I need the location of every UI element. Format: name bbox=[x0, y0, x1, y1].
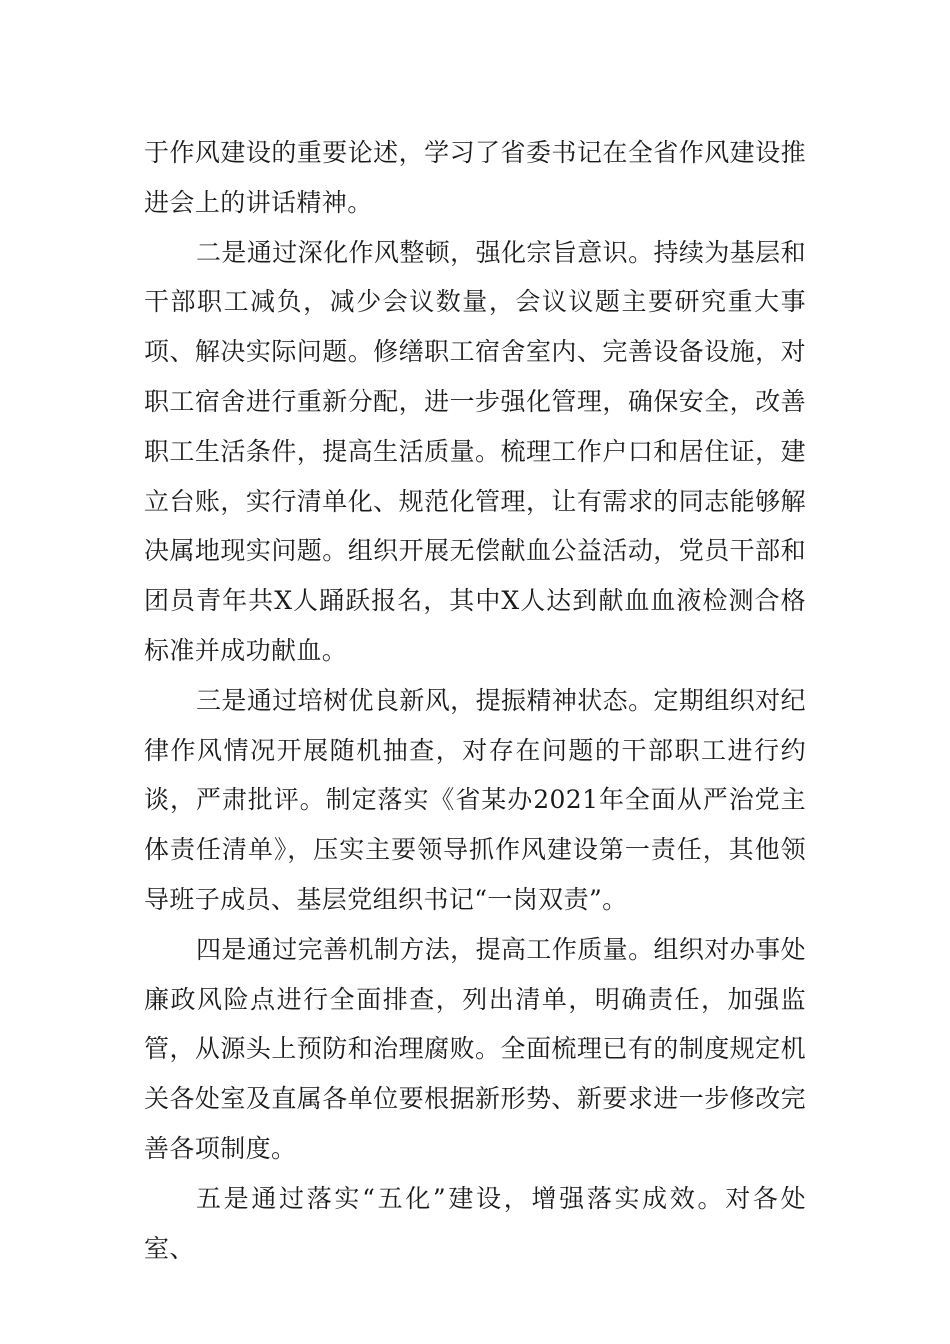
paragraph-point-four: 四是通过完善机制方法，提高工作质量。组织对办事处廉政风险点进行全面排查，列出清单，明确责任，加强监管，从源头上预防和治理腐败。全面梳理已有的制度规定机关各处室及直属各单位要根据新形势、新要求进一步修改完善各项制度。 bbox=[144, 934, 806, 1163]
paragraph-point-five: 五是通过落实“五化”建设，增强落实成效。对各处室、 bbox=[144, 1183, 806, 1263]
document-body bbox=[144, 128, 806, 1273]
paragraph-point-two: 二是通过深化作风整顿，强化宗旨意识。持续为基层和干部职工减负，减少会议数量，会议议题主要研究重大事项、解决实际问题。修缮职工宿舍室内、完善设备设施，对职工宿舍进行重新分配，进一步强化管理，确保安全，改善职工生活条件，提高生活质量。梳理工作户口和居住证，建立台账，实行清单化、规范化管理，让有需求的同志能够解决属地现实问题。组织开展无偿献血公益活动，党员干部和团员青年共X人踊跃报名，其中X人达到献血血液检测合格标准并成功献血。 bbox=[144, 237, 806, 665]
paragraph-continuation: 于作风建设的重要论述，学习了省委书记在全省作风建设推进会上的讲话精神。 bbox=[144, 138, 806, 217]
paragraph-point-three: 三是通过培树优良新风，提振精神状态。定期组织对纪律作风情况开展随机抽查，对存在问题的干部职工进行约谈，严肃批评。制定落实《省某办2021年全面从严治党主体责任清单》，压实主要领导抓作风建设第一责任，其他领导班子成员、基层党组织书记“一岗双责”。 bbox=[144, 685, 806, 914]
